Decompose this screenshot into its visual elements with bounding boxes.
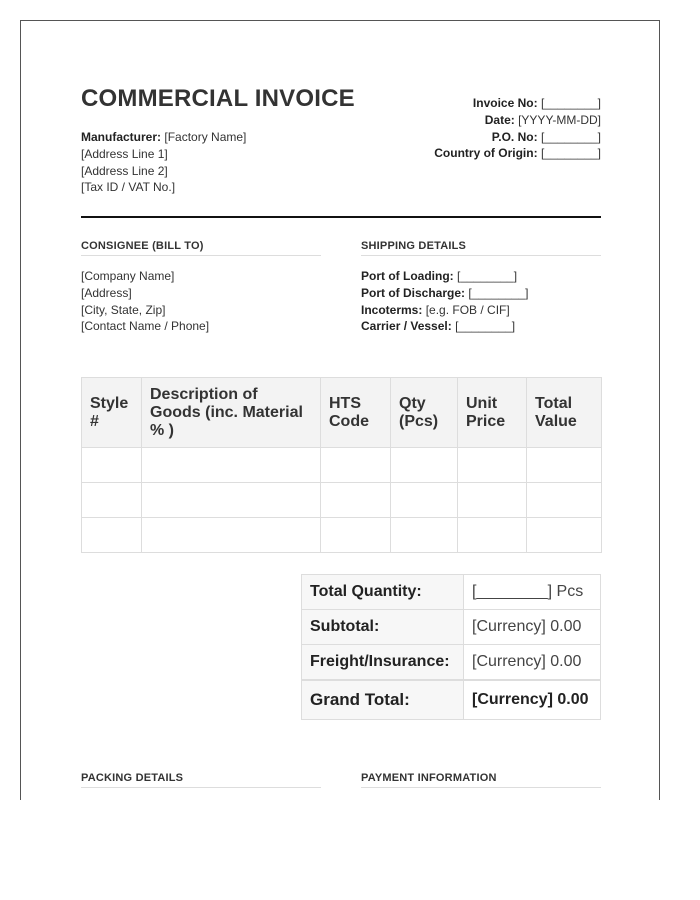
incoterms-label: Incoterms: (361, 302, 423, 317)
consignee-company: [Company Name] (81, 269, 175, 283)
grand-total-label: Grand Total: (302, 680, 464, 720)
port-loading-line (361, 268, 601, 285)
payment-heading: PAYMENT INFORMATION (361, 772, 601, 788)
table-cell[interactable] (527, 518, 602, 553)
table-cell[interactable] (391, 518, 458, 553)
tax-id: [Tax ID / VAT No.] (81, 180, 176, 195)
subtotal-row (302, 610, 601, 645)
table-cell[interactable] (458, 518, 527, 553)
date-value: [YYYY-MM-DD] (518, 112, 601, 127)
country-line (434, 145, 601, 162)
invoice-no-label: Invoice No: (472, 96, 538, 110)
table-cell[interactable] (142, 518, 321, 553)
table-cell[interactable] (321, 518, 391, 553)
po-no-value: [________] (540, 129, 601, 144)
port-discharge-label: Port of Discharge: (361, 285, 466, 300)
total-quantity-value[interactable]: [________] Pcs (464, 575, 601, 610)
table-row (82, 518, 602, 553)
grand-total-row (302, 680, 601, 720)
goods-table-header (82, 378, 602, 448)
consignee-address: [Address] (81, 285, 132, 300)
freight-label: Freight/Insurance: (302, 645, 464, 681)
table-cell[interactable] (82, 518, 142, 553)
table-cell[interactable] (82, 483, 142, 518)
carrier-value: [________] (455, 319, 516, 334)
incoterms-value: [e.g. FOB / CIF] (425, 302, 510, 317)
manufacturer-value: [Factory Name] (164, 130, 247, 144)
date-label: Date: (484, 112, 515, 127)
header-divider (81, 216, 601, 218)
subtotal-label: Subtotal: (302, 610, 464, 645)
consignee-block (81, 268, 321, 335)
column-header-hts-code: HTS Code (321, 378, 391, 448)
manufacturer-line (81, 129, 246, 146)
port-loading-label: Port of Loading: (361, 269, 454, 283)
table-cell[interactable] (458, 483, 527, 518)
manufacturer-label: Manufacturer: (81, 130, 162, 144)
totals-table (301, 574, 601, 720)
invoice-no-line (434, 95, 601, 112)
port-loading-value: [________] (457, 269, 518, 283)
carrier-line (361, 318, 601, 335)
port-discharge-line (361, 285, 601, 302)
consignee-heading: CONSIGNEE (BILL TO) (81, 240, 321, 256)
po-no-label: P.O. No: (491, 129, 538, 144)
invoice-page (20, 20, 660, 800)
carrier-label: Carrier / Vessel: (361, 319, 452, 334)
subtotal-value[interactable]: [Currency] 0.00 (464, 610, 601, 645)
table-cell[interactable] (391, 483, 458, 518)
country-value: [________] (540, 146, 601, 161)
invoice-meta (434, 95, 601, 162)
freight-row (302, 645, 601, 681)
table-row (82, 448, 602, 483)
table-cell[interactable] (142, 483, 321, 518)
table-cell[interactable] (458, 448, 527, 483)
total-quantity-label: Total Quantity: (302, 575, 464, 610)
column-header-unit-price: Unit Price (458, 378, 527, 448)
consignee-city: [City, State, Zip] (81, 302, 166, 317)
shipping-heading: SHIPPING DETAILS (361, 240, 601, 256)
column-header-description: Description of Goods (inc. Material % ) (142, 378, 321, 448)
column-header-total-value: Total Value (527, 378, 602, 448)
freight-value[interactable]: [Currency] 0.00 (464, 645, 601, 681)
table-cell[interactable] (527, 448, 602, 483)
date-line (434, 112, 601, 129)
column-header-qty: Qty (Pcs) (391, 378, 458, 448)
table-cell[interactable] (321, 483, 391, 518)
address-line-1: [Address Line 1] (81, 146, 168, 161)
table-cell[interactable] (321, 448, 391, 483)
po-no-line (434, 129, 601, 146)
table-cell[interactable] (142, 448, 321, 483)
grand-total-value[interactable]: [Currency] 0.00 (464, 680, 601, 720)
column-header-style: Style # (82, 378, 142, 448)
invoice-no-value: [________] (540, 96, 601, 110)
table-cell[interactable] (527, 483, 602, 518)
address-line-2: [Address Line 2] (81, 163, 168, 178)
goods-table (81, 377, 602, 553)
table-row (82, 483, 602, 518)
invoice-title: COMMERCIAL INVOICE (81, 85, 355, 112)
consignee-contact: [Contact Name / Phone] (81, 319, 210, 334)
shipping-block (361, 268, 601, 335)
country-label: Country of Origin: (434, 146, 538, 161)
manufacturer-block (81, 129, 246, 196)
table-cell[interactable] (391, 448, 458, 483)
port-discharge-value: [________] (468, 285, 529, 300)
total-quantity-row (302, 575, 601, 610)
incoterms-line (361, 302, 601, 319)
packing-heading: PACKING DETAILS (81, 772, 321, 788)
table-cell[interactable] (82, 448, 142, 483)
